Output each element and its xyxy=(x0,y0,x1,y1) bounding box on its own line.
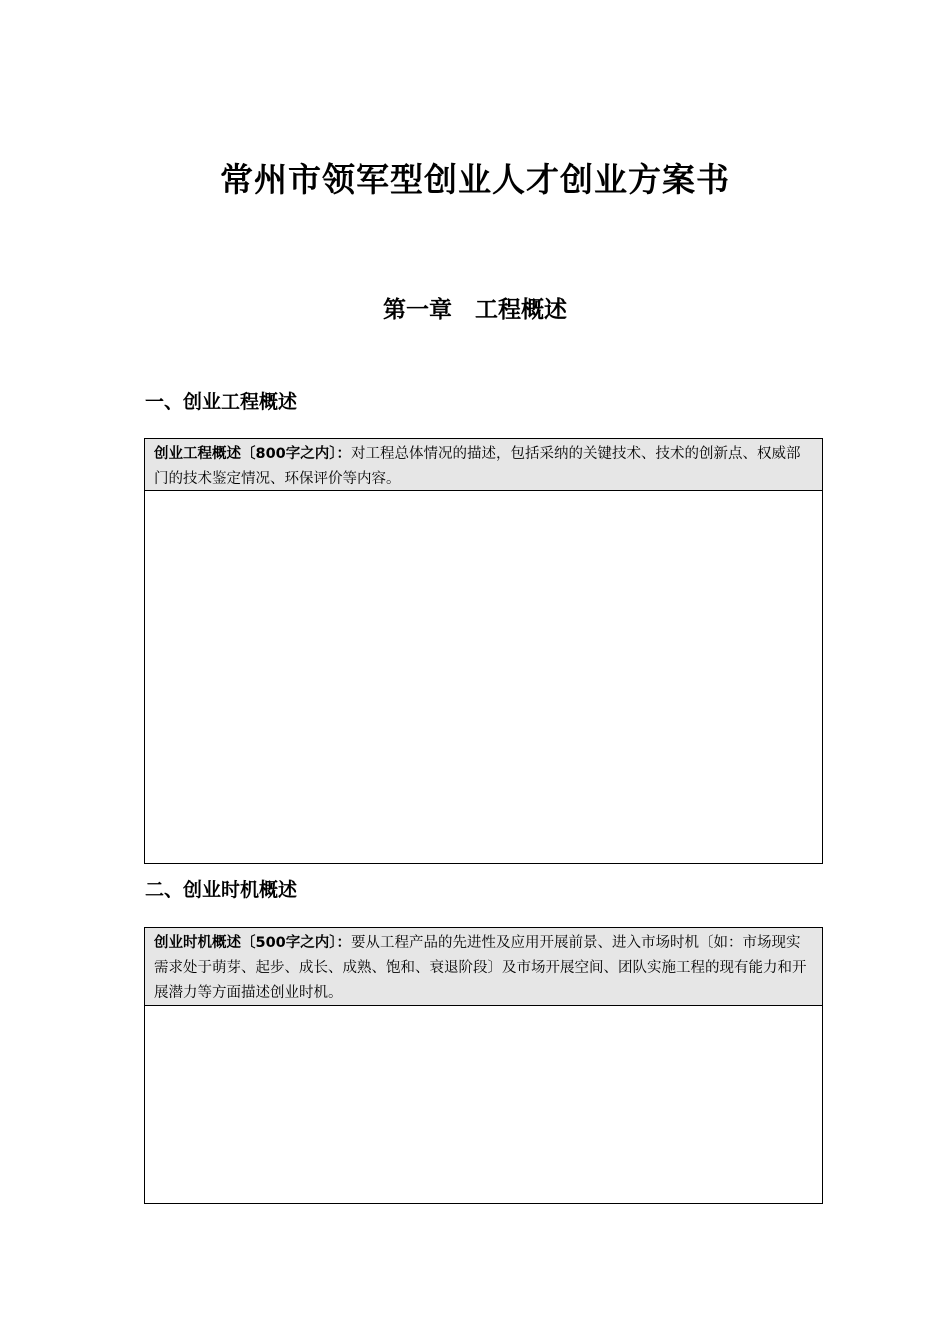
chapter-title: 第一章 工程概述 xyxy=(383,297,567,323)
opportunity-overview-form-box xyxy=(144,927,823,1204)
opportunity-overview-instruction-text: 要从工程产品的先进性及应用开展前景、进入市场时机〔如：市场现实需求处于萌芽、起步、成长、成熟、饱和、衰退阶段〕及市场开展空间、团队实施工程的现有能力和开展潜力等方面描述创业时机。 xyxy=(154,935,807,1001)
opportunity-overview-input-area[interactable] xyxy=(145,1006,822,1203)
section-heading-opportunity-overview: 二、创业时机概述 xyxy=(145,879,298,901)
project-overview-label: 创业工程概述〔800字之内〕： xyxy=(154,446,352,462)
opportunity-overview-instructions xyxy=(145,928,822,1006)
opportunity-overview-label: 创业时机概述〔500字之内〕： xyxy=(154,935,352,951)
section-heading-project-overview: 一、创业工程概述 xyxy=(145,391,298,413)
project-overview-form-box xyxy=(144,438,823,864)
project-overview-instructions xyxy=(145,439,822,491)
project-overview-input-area[interactable] xyxy=(145,491,822,863)
project-overview-instruction-text: 对工程总体情况的描述，包括采纳的关键技术、技术的创新点、权威部门的技术鉴定情况、环保评价等内容。 xyxy=(154,446,801,487)
document-title: 常州市领军型创业人才创业方案书 xyxy=(220,160,730,199)
